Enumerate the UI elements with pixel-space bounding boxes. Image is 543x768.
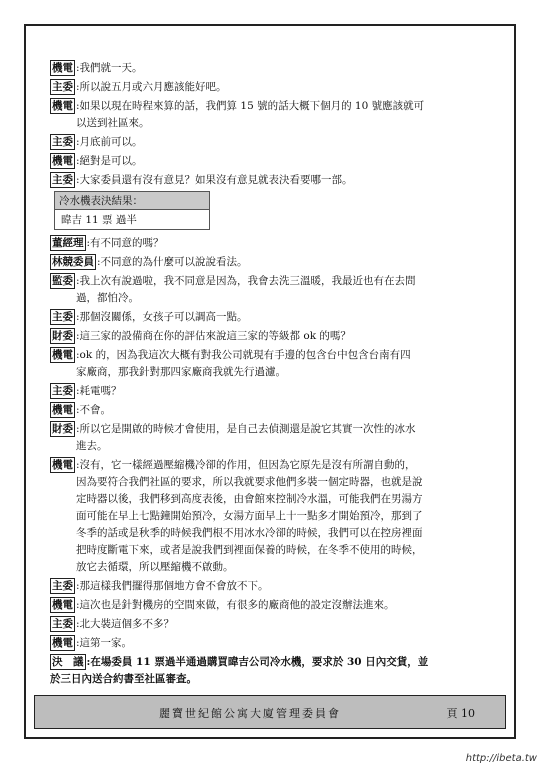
- dialogue-text: 北大裝這個多不多？: [79, 618, 175, 630]
- dialogue-continuation: 家廠商，那我針對那四家廠商我就先行過濾。: [76, 366, 286, 378]
- dialogue-text: 所以說五月或六月應該能好吧。: [79, 81, 227, 93]
- dialogue-line: 財委 : 這三家的設備商在你的評估來說這三家的等級都 ok 的嗎？: [50, 328, 496, 344]
- dialogue-line: 機電 : 如果以現在時程來算的話，我們算 15 號的話大概下個月的 10 號應該就可: [50, 98, 496, 114]
- speaker-label: 主委: [52, 311, 73, 323]
- dialogue-line: 機電 : 不會。: [50, 402, 496, 418]
- dialogue-line: 財委 : 所以它是開啟的時候才會使用，是自己去偵測還是說它其實一次性的冰水: [50, 421, 496, 437]
- dialogue-text: 這次也是針對機房的空間來做，有很多的廠商他的設定沒辦法進來。: [79, 599, 395, 611]
- dialogue-text: 那這樣我們擺得那個地方會不會放不下。: [79, 580, 269, 592]
- speaker-label: 董經理: [52, 237, 84, 249]
- speaker-label: 機電: [52, 459, 73, 471]
- dialogue-continuation: 放它去循環，所以壓縮機不啟動。: [76, 561, 234, 573]
- dialogue-line: 監委 : 我上次有說過啦，我不同意是因為，我會去洗三溫暖，我最近也有在去問: [50, 273, 496, 289]
- speaker-label: 財委: [52, 423, 73, 435]
- page-footer: [34, 695, 506, 729]
- vote-result-text: 暐吉 11 票 過半: [61, 214, 137, 226]
- dialogue-text: 大家委員還有沒有意見？如果沒有意見就表決看要哪一部。: [79, 174, 353, 186]
- resolution-text: 在場委員 11 票過半通過購買暐吉公司冷水機，要求於 30 日內交貨，並: [90, 656, 429, 668]
- dialogue-text: 月底前可以。: [79, 136, 143, 148]
- speaker-label: 監委: [52, 275, 73, 287]
- vote-result-box: [54, 191, 210, 230]
- dialogue-line: 主委 : 所以說五月或六月應該能好吧。: [50, 79, 496, 95]
- dialogue-line: 主委 : 那這樣我們擺得那個地方會不會放不下。: [50, 578, 496, 594]
- footer-title: 麗寶世紀館公寓大廈管理委員會: [159, 707, 341, 720]
- speaker-label: 機電: [52, 637, 73, 649]
- dialogue-text: 這三家的設備商在你的評估來說這三家的等級都 ok 的嗎？: [79, 330, 351, 342]
- resolution-line: 決 議 : 在場委員 11 票過半通過購買暐吉公司冷水機，要求於 30 日內交貨，並: [50, 654, 496, 670]
- speaker-label: 財委: [52, 330, 73, 342]
- dialogue-text: 那個沒關係，女孩子可以調高一點。: [79, 311, 248, 323]
- page-number: 頁 10: [446, 707, 475, 720]
- dialogue-text: ok 的，因為我這次大概有對我公司就現有手邊的包含台中包含台南有四: [79, 349, 411, 361]
- dialogue-line: 機電 : 絕對是可以。: [50, 153, 496, 169]
- dialogue-continuation: 以送到社區來。: [76, 117, 150, 129]
- dialogue-block-2: [50, 235, 496, 651]
- resolution-label: 決 議: [52, 656, 84, 668]
- dialogue-text: 所以它是開啟的時候才會使用，是自己去偵測還是說它其實一次性的冰水: [79, 423, 416, 435]
- dialogue-line: 主委 : 那個沒關係，女孩子可以調高一點。: [50, 309, 496, 325]
- speaker-label: 機電: [52, 599, 73, 611]
- speaker-label: 機電: [52, 349, 73, 361]
- meeting-minutes: [50, 60, 496, 690]
- speaker-label: 主委: [52, 174, 73, 186]
- dialogue-text: 如果以現在時程來算的話，我們算 15 號的話大概下個月的 10 號應該就可: [79, 100, 425, 112]
- dialogue-text: 有不同意的嗎？: [90, 237, 164, 249]
- dialogue-block-1: [50, 60, 496, 188]
- dialogue-text: 沒有，它一樣經過壓縮機冷卻的作用，但因為它原先是沒有所謂自動的，: [79, 459, 416, 471]
- dialogue-text: 絕對是可以。: [79, 155, 143, 167]
- speaker-label: 主委: [52, 136, 73, 148]
- speaker-label: 主委: [52, 580, 73, 592]
- site-watermark: http://ibeta.tw: [465, 753, 537, 764]
- dialogue-line: 機電 : ok 的，因為我這次大概有對我公司就現有手邊的包含台中包含台南有四: [50, 347, 496, 363]
- speaker-label: 機電: [52, 62, 73, 74]
- dialogue-continuation: 定時器以後，我們移到高度表後，由會館來控制冷水溫，可能我們在男湯方: [76, 493, 423, 505]
- dialogue-continuation: 因為要符合我們社區的要求，所以我就要求他們多裝一個定時器，也就是說: [76, 476, 423, 488]
- dialogue-line: 董經理 : 有不同意的嗎？: [50, 235, 496, 251]
- speaker-label: 主委: [52, 81, 73, 93]
- dialogue-line: 林競委員 : 不同意的為什麼可以說說看法。: [50, 254, 496, 270]
- speaker-label: 主委: [52, 618, 73, 630]
- dialogue-continuation: 把時度斷電下來，或者是說我們到裡面保養的時候，在冬季不使用的時候，: [76, 544, 423, 556]
- dialogue-line: 機電 : 沒有，它一樣經過壓縮機冷卻的作用，但因為它原先是沒有所謂自動的，: [50, 457, 496, 473]
- dialogue-continuation: 冬季的話或是秋季的時候我們根不用冰水冷卻的時候，我們可以在控房裡面: [76, 527, 423, 539]
- speaker-label: 機電: [52, 404, 73, 416]
- document-page: [24, 24, 516, 739]
- dialogue-line: 主委 : 北大裝這個多不多？: [50, 616, 496, 632]
- dialogue-line: 機電 : 這第一家。: [50, 635, 496, 651]
- dialogue-text: 耗電嗎？: [79, 385, 122, 397]
- dialogue-text: 這第一家。: [79, 637, 133, 649]
- resolution-continuation: 於三日內送合約書至社區審查。: [50, 673, 197, 685]
- vote-result-header: 冷水機表決結果：: [55, 192, 209, 210]
- dialogue-line: 機電 : 我們就一天。: [50, 60, 496, 76]
- speaker-label: 林競委員: [52, 256, 94, 268]
- dialogue-text: 不同意的為什麼可以說說看法。: [100, 256, 248, 268]
- dialogue-text: 不會。: [79, 404, 112, 416]
- speaker-label: 機電: [52, 100, 73, 112]
- dialogue-line: 機電 : 這次也是針對機房的空間來做，有很多的廠商他的設定沒辦法進來。: [50, 597, 496, 613]
- dialogue-continuation: 面可能在早上七點鐘開始預冷，女湯方面早上十一點多才開始預冷，那到了: [76, 510, 423, 522]
- speaker-label: 機電: [52, 155, 73, 167]
- dialogue-line: 主委 : 月底前可以。: [50, 134, 496, 150]
- dialogue-continuation: 過，都怕冷。: [76, 292, 139, 304]
- dialogue-continuation: 進去。: [76, 440, 108, 452]
- dialogue-text: 我上次有說過啦，我不同意是因為，我會去洗三溫暖，我最近也有在去問: [79, 275, 416, 287]
- dialogue-line: 主委 : 耗電嗎？: [50, 383, 496, 399]
- speaker-label: 主委: [52, 385, 73, 397]
- dialogue-text: 我們就一天。: [79, 62, 143, 74]
- dialogue-line: 主委 : 大家委員還有沒有意見？如果沒有意見就表決看要哪一部。: [50, 172, 496, 188]
